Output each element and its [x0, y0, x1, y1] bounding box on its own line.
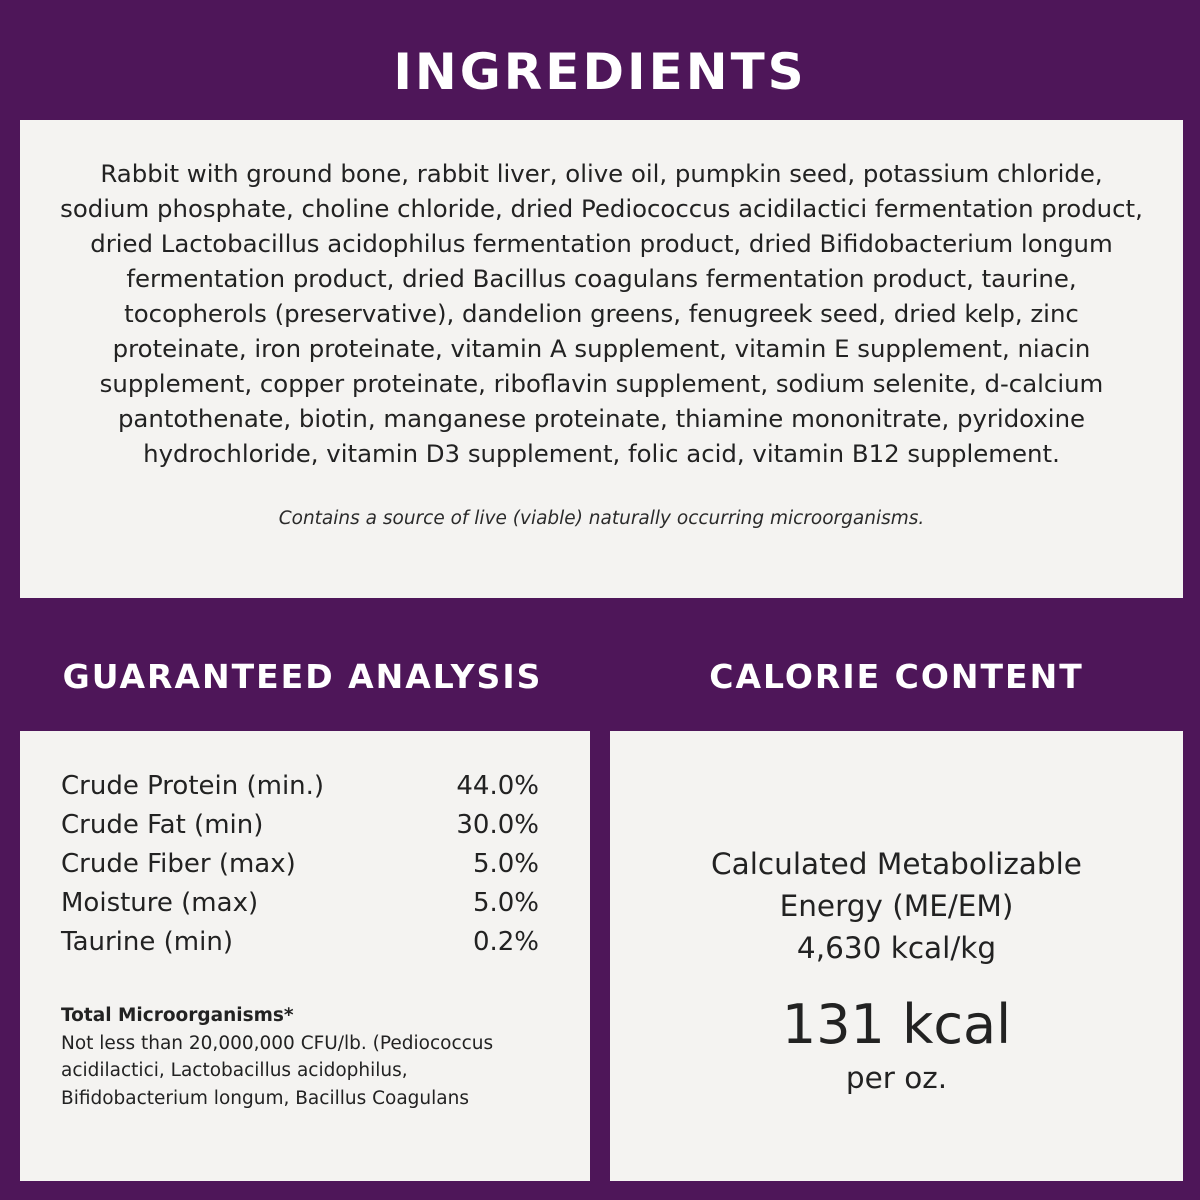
footnote-text: Not less than 20,000,000 CFU/lb. (Pediococcus acidilactici, Lactobacillus acidophilus, Bifidobacterium longum, Bacillus Coagulans: [61, 1032, 494, 1109]
analysis-row: [61, 806, 539, 845]
calorie-content-title: CALORIE CONTENT: [709, 657, 1084, 696]
per-oz-label: per oz.: [845, 1061, 948, 1095]
analysis-label: Crude Fat (min): [61, 810, 264, 840]
guaranteed-analysis-title: GUARANTEED ANALYSIS: [62, 657, 543, 696]
analysis-value: 0.2%: [472, 927, 539, 957]
analysis-row: [61, 845, 539, 884]
analysis-value: 5.0%: [472, 849, 539, 879]
analysis-label: Taurine (min): [61, 927, 233, 957]
ingredients-list: Rabbit with ground bone, rabbit liver, olive oil, pumpkin seed, potassium chloride, sodium phosphate, choline chloride, dried Pediococcus acidilactici fermentation product, dried Lactobacillus acidophilus fermentation product, dried Bifidobacterium longum fermentation product, dried Bacillus coagulans fermentation product, taurine, tocopherols (preservative), dandelion greens, fenugreek seed, dried kelp, zinc proteinate, iron proteinate, vitamin A supplement, vitamin E supplement, niacin supplement, copper proteinate, riboflavin supplement, sodium selenite, d-calcium pantothenate, biotin, manganese proteinate, thiamine mononitrate, pyridoxine hydrochloride, vitamin D3 supplement, folic acid, vitamin B12 supplement.: [60, 159, 1143, 468]
analysis-value: 44.0%: [456, 771, 539, 801]
metabolizable-energy-block: [610, 843, 1183, 969]
analysis-row: [61, 884, 539, 923]
analysis-row: [61, 923, 539, 962]
guaranteed-analysis-panel: [20, 731, 590, 1181]
footnote-title: Total Microorganisms*: [61, 1005, 294, 1026]
calorie-content-panel: [610, 731, 1183, 1181]
analysis-row: [61, 767, 539, 806]
ingredients-panel: [20, 120, 1183, 598]
ingredients-title: INGREDIENTS: [393, 43, 807, 101]
analysis-value: 5.0%: [472, 888, 539, 918]
analysis-value: 30.0%: [456, 810, 539, 840]
energy-per-kg: 4,630 kcal/kg: [796, 931, 997, 965]
energy-label-line2: Energy (ME/EM): [779, 889, 1014, 923]
analysis-label: Crude Protein (min.): [61, 771, 325, 801]
analysis-label: Crude Fiber (max): [61, 849, 296, 879]
energy-label-line1: Calculated Metabolizable: [711, 847, 1082, 881]
microorganisms-note: Contains a source of live (viable) naturally occurring microorganisms.: [278, 508, 925, 529]
kcal-per-oz-value: 131 kcal: [781, 993, 1012, 1056]
analysis-label: Moisture (max): [61, 888, 259, 918]
microorganisms-footnote: [61, 1002, 539, 1112]
